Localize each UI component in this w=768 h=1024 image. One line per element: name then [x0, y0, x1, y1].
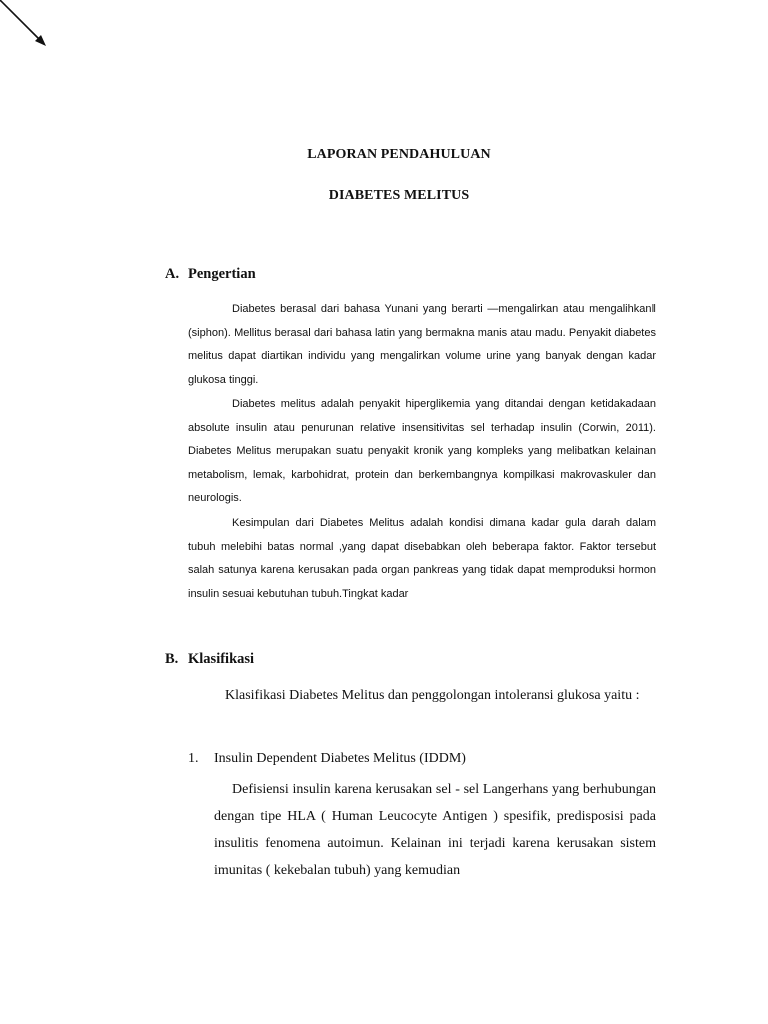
document-title: LAPORAN PENDAHULUAN	[307, 147, 491, 162]
arrow-icon	[0, 0, 60, 60]
section-number: A.	[165, 266, 180, 282]
list-item-number: 1.	[188, 751, 199, 766]
list-item-title: Insulin Dependent Diabetes Melitus (IDDM)	[214, 751, 466, 766]
section-title: Klasifikasi	[188, 651, 255, 667]
document-subtitle: DIABETES MELITUS	[328, 188, 470, 203]
intro-paragraph: Klasifikasi Diabetes Melitus dan penggolongan intoleransi glukosa yaitu :	[225, 688, 640, 703]
section-number: B.	[165, 651, 179, 667]
paragraph: Kesimpulan dari Diabetes Melitus adalah kondisi dimana kadar gula darah dalam tubuh melebihi batas normal ,yang dapat disebabkan oleh beberapa faktor. Faktor tersebut salah satunya karena kerusakan pada organ pankreas yang tidak dapat memproduksi hormon insulin sesuai kebutuhan tubuh.Tingkat kadar	[188, 517, 656, 600]
list-item-body: Defisiensi insulin karena kerusakan sel - sel Langerhans yang berhubungan dengan tipe HLA ( Human Leucocyte Antigen ) spesifik, predisposisi pada insulitis fenomena autoimun. Kelainan ini terjadi karena kerusakan sistem imunitas ( kekebalan tubuh) yang kemudian	[214, 782, 656, 878]
section-title: Pengertian	[188, 266, 256, 282]
section-heading-pengertian	[165, 266, 256, 283]
list-item-heading	[188, 751, 466, 767]
paragraph: Diabetes melitus adalah penyakit hiperglikemia yang ditandai dengan ketidakadaan absolute insulin atau penurunan relative insensitivitas sel terhadap insulin (Corwin, 2011). Diabetes Melitus merupakan suatu penyakit kronik yang kompleks yang melibatkan kelainan metabolism, lemak, karbohidrat, protein dan berkembangnya kompilkasi makrovaskuler dan neurologis.	[188, 398, 656, 505]
section-heading-klasifikasi	[165, 651, 254, 668]
paragraph: Diabetes berasal dari bahasa Yunani yang berarti ―mengalirkan atau mengalihkan‖ (siphon). Mellitus berasal dari bahasa latin yang bermakna manis atau madu. Penyakit diabetes melitus dapat diartikan individu yang mengalirkan volume urine yang banyak dengan kadar glukosa tinggi.	[188, 303, 656, 386]
